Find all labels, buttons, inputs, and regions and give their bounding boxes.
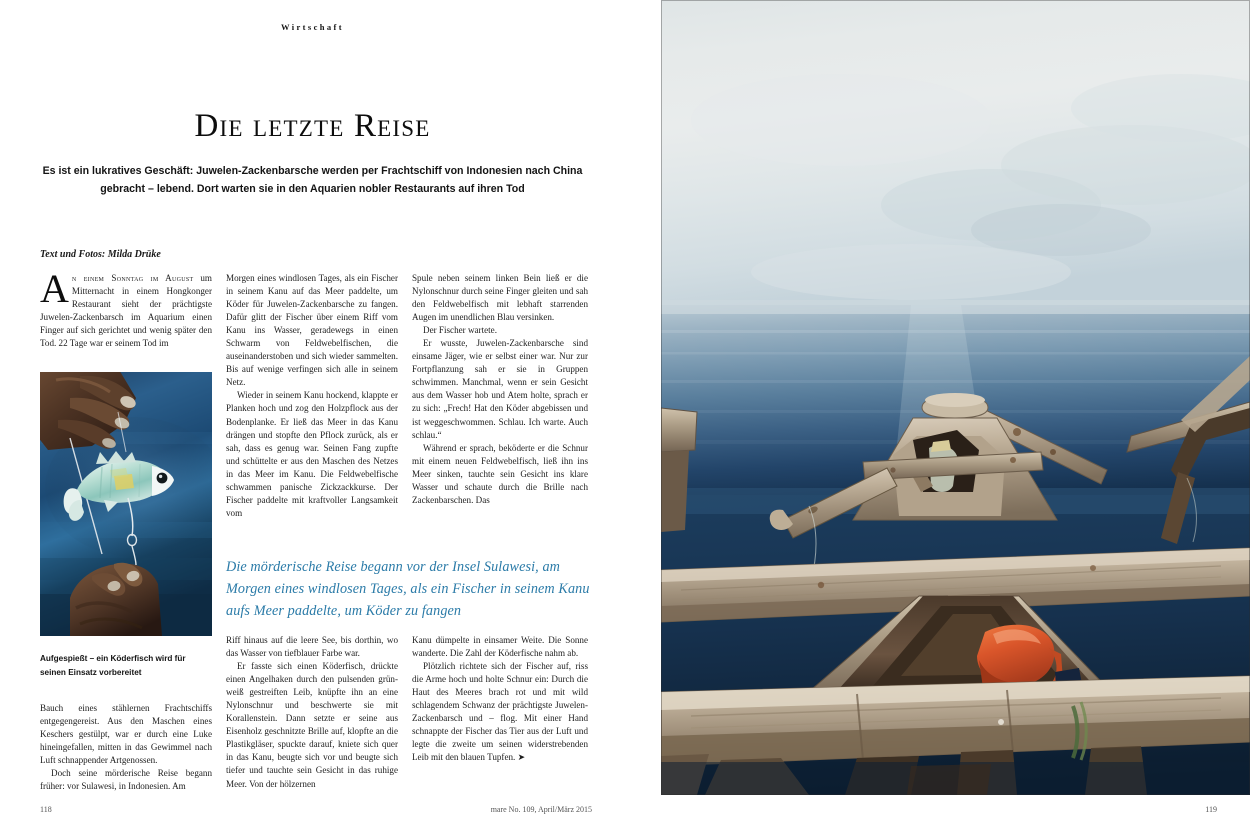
body-text: um Mitternacht in einem Hongkonger Restaurant sieht der prächtigste Juwelen-Zackenbarsch im Aquarium einen Finger auf sich gerichtet und wenig später den Tod. 22 Tage war er seinem Tod im: [40, 273, 212, 349]
standfirst-deck: Es ist ein lukratives Geschäft: Juwelen-Zackenbarsche werden per Frachtschiff von Indonesien nach China gebracht – lebend. Dort warten sie in den Aquarien nobler Restaurants auf ihren Tod: [42, 165, 583, 195]
body-column-2-bottom: [226, 634, 398, 791]
body-column-3-top: [412, 272, 588, 507]
section-kicker: Wirtschaft: [280, 22, 345, 32]
photo-caption: Aufgespießt – ein Köderfisch wird für seinen Einsatz vorbereitet: [40, 654, 186, 677]
body-paragraph: Während er sprach, beköderte er die Schnur mit einem neuen Feldwebelfisch, ließ ihn ins Meer sinken, tauchte sein Gesicht ins klare Wasser und schaute durch die Brille nach Zackenbarschen. Das: [412, 442, 588, 505]
canoe-sea-photo-graphic: [661, 0, 1250, 795]
body-paragraph: Wieder in seinem Kanu hockend, klappte er Planken hoch und zog den Holzpflock aus der Bodenplanke. Er ließ das Meer in das Kanu drängen und stopfte den Pflock zurück, als er sah, dass es genug war. Seinen Fang zupfte und schüttelte er aus den Maschen des Netzes in das Meer im Kanu. Die Feldwebelfische schwammen panische Zickzackkurse. Der Fischer paddelte mit kraftvoller Langsamkeit vom: [226, 390, 398, 518]
body-column-3-bottom: [412, 634, 588, 764]
body-paragraph: Morgen eines windlosen Tages, als ein Fischer in seinem Kanu auf das Meer paddelte, um Köder für Juwelen-Zackenbarsche zu fangen. Dafür glitt der Fischer über einem Riff vom Kanu ins Wasser, geradewegs in einen Schwarm von Feldwebelfischen, die auseinanderstoben und sich wieder sammelten. Bis auf wenige verfingen sich alle in seinem Netz.: [226, 273, 398, 388]
lead-smallcaps: n einem Sonntag im August: [71, 273, 194, 283]
folio-page-number-right: 119: [1205, 805, 1217, 814]
body-paragraph: Er fasste sich einen Köderfisch, drückte einen Angelhaken durch den pulsenden grün-weiß gestreiften Leib, knüpfte ihn an eine Nylonschnur und beschwerte sie mit Korallenstein. Dann setzte er seine aus Eisenholz geschnitzte Brille auf, klopfte an die Plastikgläser, spuckte darauf, kniete sich quer in das Kanu, beugte sich vor und beugte sich tiefer und tauchte sein Gesicht in das ruhige Meer. Von der hölzernen: [226, 661, 398, 789]
body-paragraph: Spule neben seinem linken Bein ließ er die Nylonschnur durch seine Finger gleiten und sah den Feldwebelfisch mit lebhaft starrenden Augen im unendlichen Blau versinken.: [412, 273, 588, 323]
body-paragraph: Doch seine mörderische Reise begann früher: vor Sulawesi, in Indonesien. Am: [40, 768, 212, 792]
drop-cap: A: [40, 266, 69, 311]
body-paragraph: Plötzlich richtete sich der Fischer auf, riss die Arme hoch und holte Schnur ein: Durch die Haut des Meeres brach rot und mit wild schlagendem Schwanz der prächtigste Juwelen-Zackenbarsch und – flog. Mit einer Hand schnappte der Fischer das Tier aus der Luft und legte die zweite um seinen widerstrebenden Leib mit den blauen Tupfen. ➤: [412, 661, 588, 763]
body-paragraph: Der Fischer wartete.: [423, 325, 497, 336]
body-paragraph: Kanu dümpelte in einsamer Weite. Die Sonne wanderte. Die Zahl der Köderfische nahm ab.: [412, 635, 588, 659]
byline: Text und Fotos: Milda Drüke: [40, 249, 161, 260]
right-page: [625, 0, 1250, 834]
folio-page-number-left: 118: [40, 805, 52, 814]
bait-fish-photo-graphic: [40, 372, 212, 636]
body-column-1-top: [40, 266, 212, 350]
body-paragraph: Er wusste, Juwelen-Zackenbarsche sind einsame Jäger, wie er selbst einer war. Nur zur Fortpflanzung sah er sie in Gruppen schwimmen. Manchmal, wenn er sein Gesicht aus dem Wasser hob und Atem holte, sprach er zu sich: „Frech! Hat den Köder abgebissen und ist weggeschwommen. Schlau. Ich warte. Auch schlau.“: [412, 338, 588, 440]
bait-fish-photo: [40, 372, 212, 636]
page-title: Die letzte Reise: [194, 108, 431, 144]
canoe-sea-photo: [661, 0, 1250, 795]
issue-line: mare No. 109, April/März 2015: [490, 805, 592, 814]
body-column-1-bottom: [40, 702, 212, 793]
body-paragraph: Bauch eines stählernen Frachtschiffs entgegengereist. Aus den Maschen eines Keschers gestülpt, war er durch eine Luke hineingefallen, mitten in das Gewimmel nach Luft schnappender Artgenossen.: [40, 703, 212, 766]
body-column-2-top: [226, 272, 398, 520]
body-paragraph: Riff hinaus auf die leere See, bis dorthin, wo das Wasser von tiefblauer Farbe war.: [226, 635, 398, 659]
pull-quote: Die mörderische Reise begann vor der Insel Sulawesi, am Morgen eines windlosen Tages, als ein Fischer in seinem Kanu aufs Meer paddelte, um Köder zu fangen: [226, 559, 590, 619]
